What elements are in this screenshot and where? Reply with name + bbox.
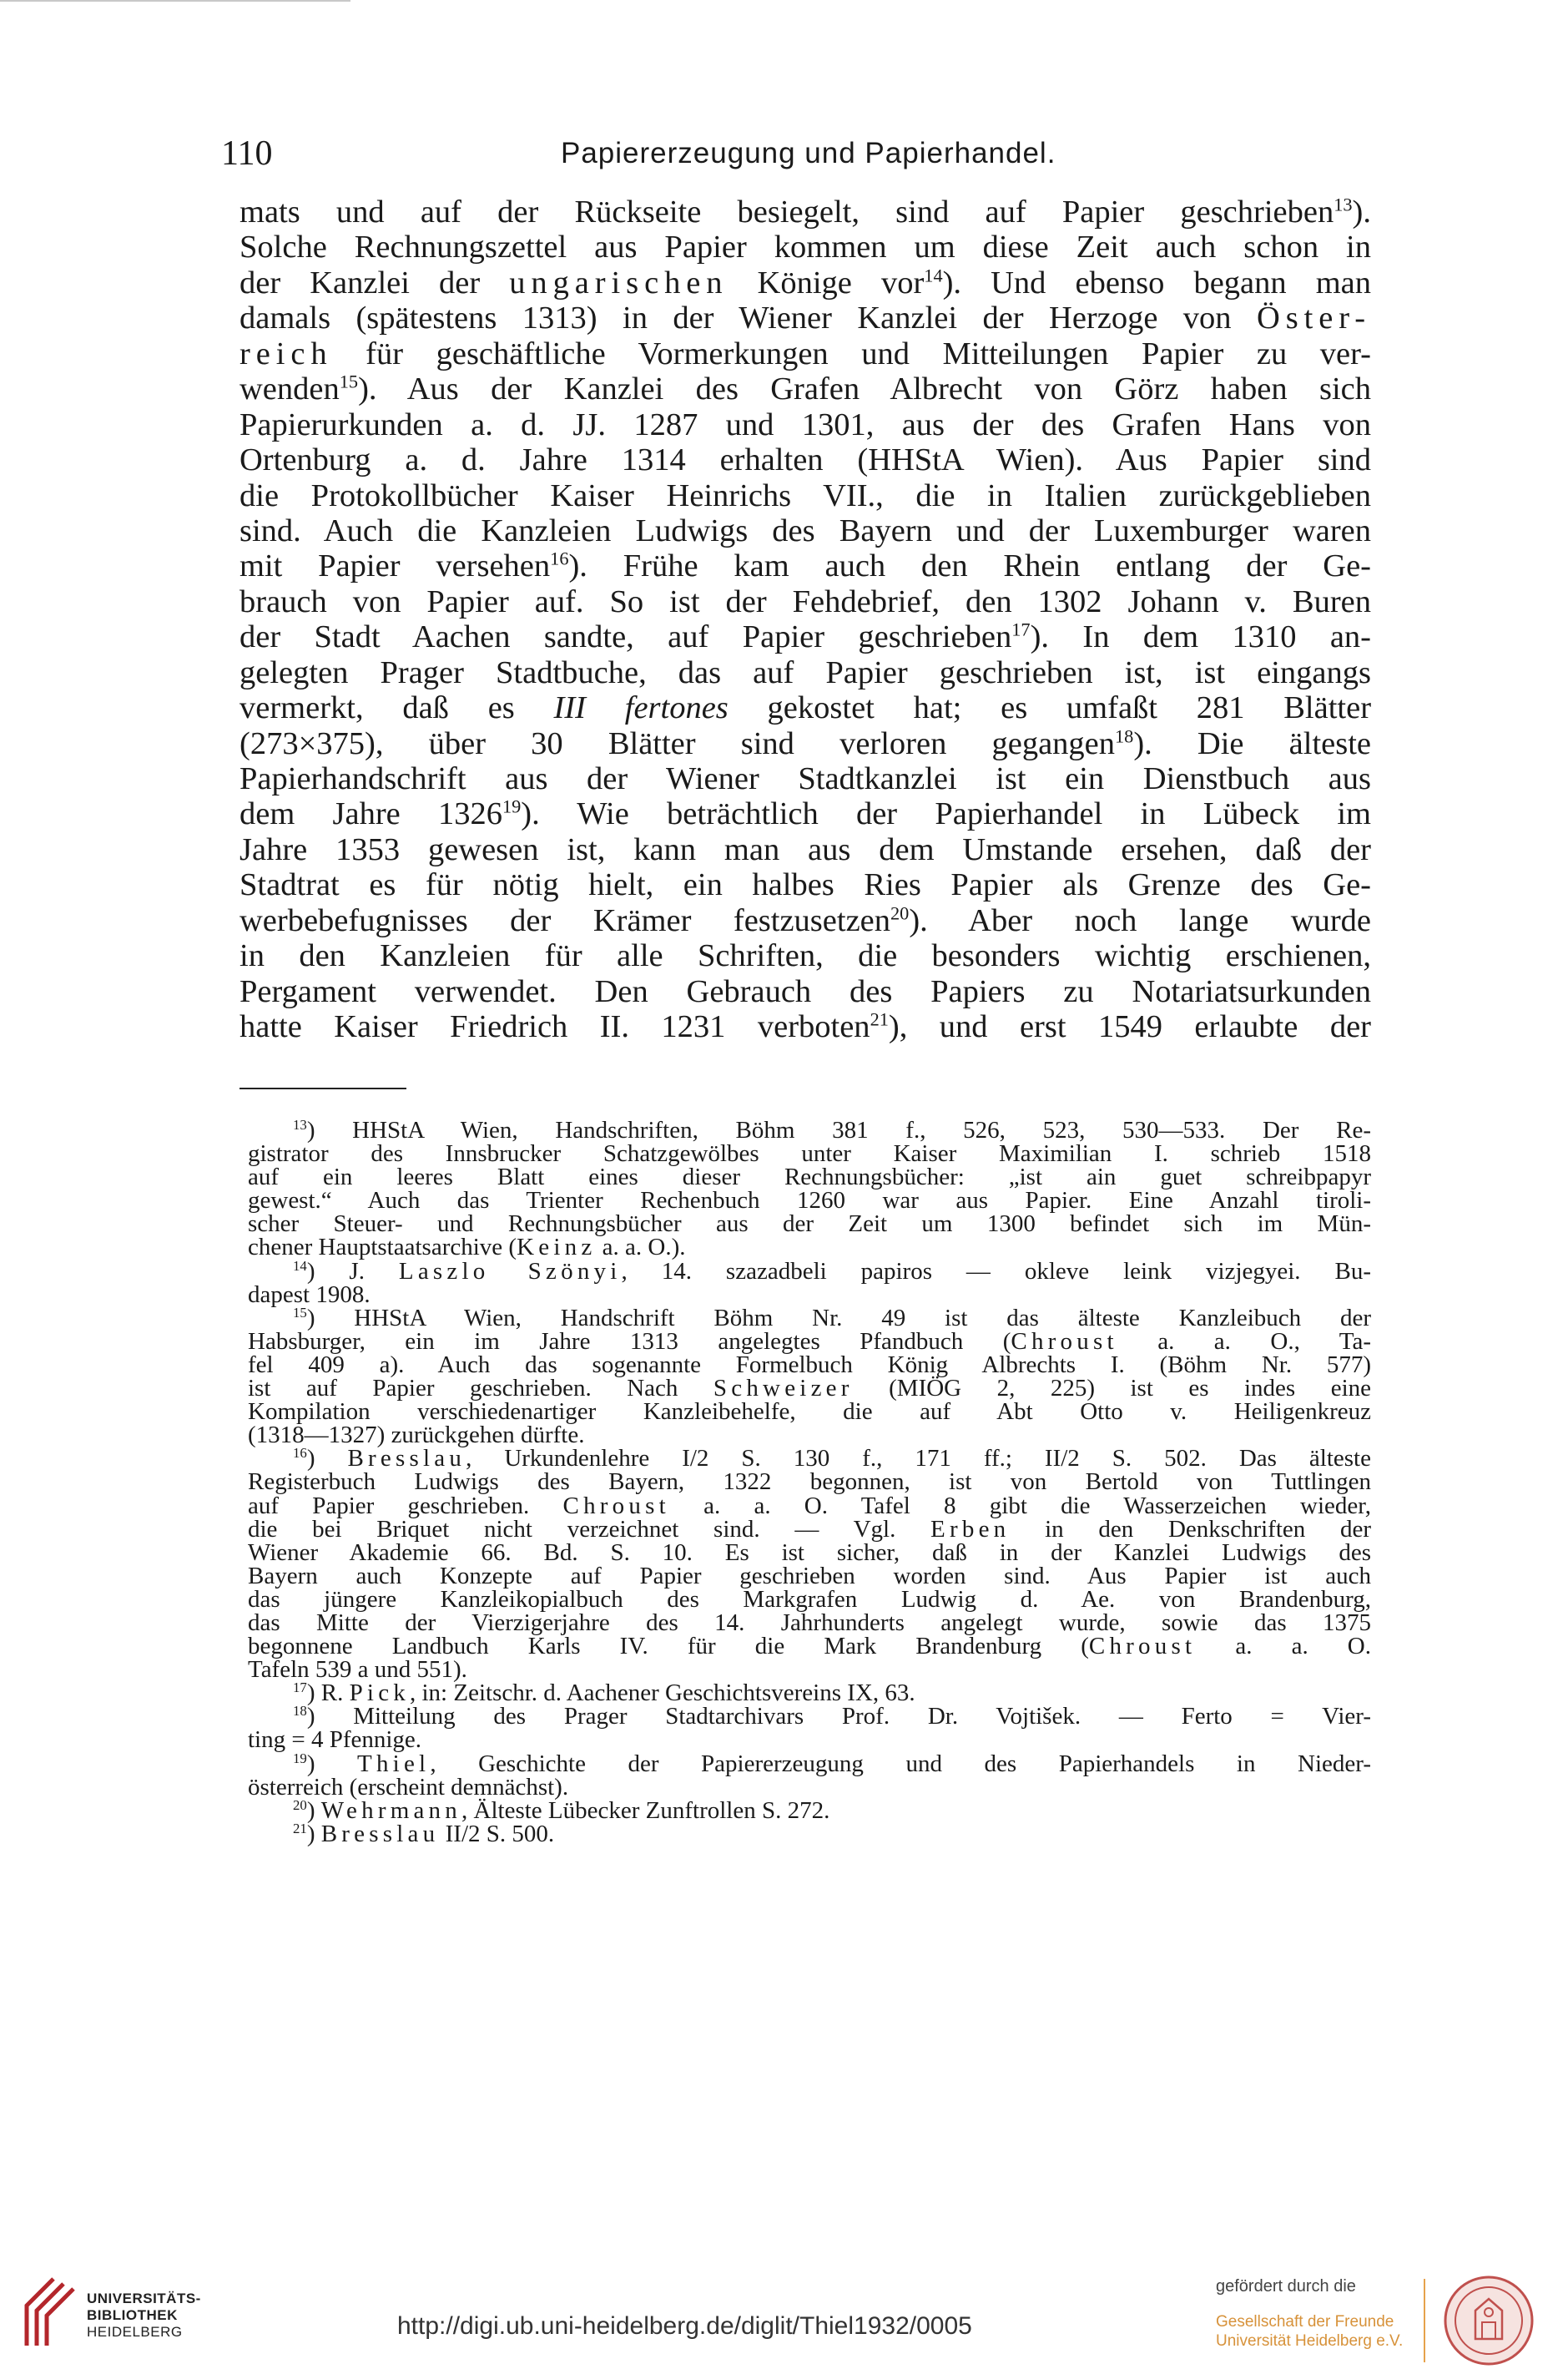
body-line [239,867,1371,902]
text-run: , Älteste Lübecker Zunftrollen S. 272. [461,1796,830,1824]
footnote-ref: 13 [293,1116,307,1133]
footnote-line [248,1280,1371,1308]
text-run: Pergament verwendet. Den Gebrauch des Papiers zu Notariatsurkunden [239,973,1371,1009]
footnote-ref: 17 [293,1679,307,1696]
text-run: das Mitte der Vierzigerjahre des 14. Jahrhunderts angelegt wurde, sowie das 1375 [248,1609,1371,1636]
text-run: werbebefugnisses der Krämer festzusetzen [239,902,890,938]
spaced-name: Chroust [1088,1633,1197,1660]
footnote-line [248,1515,1372,1543]
spaced-name: Öster- [1256,301,1371,336]
text-run: , Geschichte der Papiererzeugung und des Papierhandels in Nieder- [430,1750,1371,1777]
footnote-line [248,1468,1371,1496]
text-run: ) [306,1750,358,1777]
text-run: Papierhandschrift aus der Wiener Stadtkanzlei ist ein Dienstbuch aus [239,761,1371,796]
text-run: die bei Briquet nicht verzeichnet sind. — Vgl. [248,1515,931,1543]
spaced-name: Laszlo Szönyi [398,1257,622,1285]
footer [0,2262,1568,2374]
text-run: hatte Kaiser Friedrich II. 1231 verboten [239,1009,870,1045]
library-logo-icon [20,2272,80,2352]
text-run: ) Mitteilung des Prager Stadtarchivars Prof. Dr. Vojtišek. — Ferto = Vier- [306,1703,1371,1730]
text-run: ). In dem 1310 an- [1030,619,1371,655]
text-run: Könige vor [728,265,925,301]
text-run: Solche Rechnungszettel aus Papier kommen um diese Zeit auch schon in [239,230,1371,265]
text-run: Papierurkunden a. d. JJ. 1287 und 1301, aus der des Grafen Hans von [239,407,1371,442]
text-run: ). Wie beträchtlich der Papierhandel in Lübeck im [521,796,1371,832]
footnote-line [248,1822,1371,1846]
footnote-line [248,1376,1371,1400]
body-line [239,548,1371,583]
spaced-name: Wehrmann [320,1796,462,1824]
text-run: der Stadt Aachen sandte, auf Papier geschrieben [239,619,1012,655]
body-line [239,371,1371,407]
text-run: wenden [239,371,340,407]
text-run: dapest 1908. [248,1280,371,1308]
text-run: fel 409 a). Auch das sogenannte Formelbuch König Albrechts I. (Böhm Nr. 577) [248,1351,1371,1378]
text-run: Jahre 1353 gewesen ist, kann man aus dem Umstande ersehen, daß der [239,831,1371,867]
text-run: dem Jahre 1326 [239,796,502,832]
footnote-ref: 18 [293,1703,307,1720]
footnote-ref: 14 [293,1257,307,1274]
text-run: a. a. O.). [596,1234,686,1261]
footnote-line [248,1726,1371,1754]
text-run: gistrator des Innsbrucker Schatzgewölbes unter Kaiser Maximilian I. schrieb 1518 [248,1140,1371,1168]
spaced-name: Chroust [562,1492,670,1519]
spaced-name: Bresslau [347,1445,466,1472]
footnote-line [248,1564,1371,1588]
footnote-ref: 13 [1334,194,1353,215]
page-number: 110 [221,134,273,173]
text-run: ). Und ebenso begann man [942,265,1371,301]
text-run: Kompilation verschiedenartiger Kanzleibehelfe, die auf Abt Otto v. Heiligenkreuz [248,1398,1371,1426]
footnote-ref: 16 [550,548,569,569]
text-run: für geschäftliche Vormerkungen und Mitteilungen Papier zu ver- [332,336,1371,371]
text-run: ) [306,1445,348,1472]
body-line [239,690,1371,725]
italic-text: III fertones [553,690,729,726]
text-run: Wiener Akademie 66. Bd. S. 10. Es ist sicher, daß in der Kanzlei Ludwigs des [248,1538,1371,1566]
text-run: ) R. [306,1679,350,1707]
text-run: österreich (erscheint demnächst). [248,1773,569,1801]
footnote-line [248,1116,1371,1144]
footnote-ref: 17 [1011,619,1031,640]
permalink-url[interactable]: http://digi.ub.uni-heidelberg.de/diglit/Thiel1932/0005 [397,2312,972,2340]
body-line [239,832,1371,867]
text-run: (1318—1327) zurückgehen dürfte. [248,1422,585,1449]
text-run: auf ein leeres Blatt eines dieser Rechnungsbücher: „ist ain guet schreibpapyr [248,1164,1371,1191]
text-run: mats und auf der Rückseite besiegelt, sind auf Papier geschrieben [239,194,1334,230]
text-run: II/2 S. 500. [439,1820,555,1847]
text-run: sind. Auch die Kanzleien Ludwigs des Bayern und der Luxemburger waren [239,513,1371,548]
text-run: (273×375), über 30 Blätter sind verloren gegangen [239,725,1115,761]
spaced-name: Pick [349,1679,410,1707]
text-run: gekostet hat; es umfaßt 281 Blätter [728,690,1372,726]
footnote-line [248,1705,1371,1728]
text-run: gelegten Prager Stadtbuche, das auf Papier geschrieben ist, ist eingangs [239,654,1371,690]
university-seal-icon [1442,2274,1535,2367]
body-line [239,407,1371,442]
footnote-ref: 16 [293,1445,307,1462]
text-run: mit Papier versehen [239,548,551,584]
footnote-ref: 20 [890,902,910,924]
spaced-name: ungarischen [509,265,729,301]
sponsor-label: gefördert durch die [1216,2277,1356,2296]
library-name [87,2291,201,2341]
body-line [239,903,1371,938]
text-run: chener Hauptstaatsarchive ( [248,1234,517,1261]
body-text [239,194,1371,1045]
footnote-ref: 21 [870,1008,889,1030]
footnote-line [248,1235,1371,1259]
text-run: a. a. O., Ta- [1117,1327,1371,1355]
body-line [239,265,1371,301]
library-line1: UNIVERSITÄTS- [87,2291,201,2306]
footnote-line [248,1306,1371,1330]
footnote-ref: 18 [1115,725,1134,747]
text-run: a. a. O. Tafel 8 gibt die Wasserzeichen wieder, [669,1492,1371,1519]
text-run: in den Kanzleien für alle Schriften, die besonders wichtig erschienen, [239,938,1371,974]
running-head: Papiererzeugung und Papierhandel. [561,137,1056,169]
footnote-line [248,1585,1371,1613]
text-run: Ortenburg a. d. Jahre 1314 erhalten (HHStA Wien). Aus Papier sind [239,442,1371,478]
sponsor-line2: Universität Heidelberg e.V. [1216,2332,1404,2350]
text-run: in den Denkschriften der [1010,1515,1372,1543]
text-run: , Urkundenlehre I/2 S. 130 f., 171 ff.; II/2 S. 502. Das älteste [466,1445,1371,1472]
sponsor-name [1216,2312,1403,2351]
footnote-line [248,1634,1371,1658]
text-run: ), und erst 1549 erlaubte der [888,1009,1371,1045]
text-run: ist auf Papier geschrieben. Nach [248,1375,713,1402]
text-run: ) [306,1820,321,1847]
text-run: , 14. szazadbeli papiros — okleve leink vizjegyei. Bu- [621,1257,1371,1285]
spaced-name: reich [239,336,333,371]
footnote-ref: 19 [502,796,522,818]
body-line [239,230,1371,265]
text-run: ) HHStA Wien, Handschrift Böhm Nr. 49 ist das älteste Kanzleibuch der [306,1304,1371,1331]
footnote-line [248,1353,1371,1376]
footnote-ref: 20 [293,1796,307,1813]
footnote-ref: 21 [293,1820,307,1836]
body-line [239,194,1371,230]
body-line [239,796,1371,831]
body-line [239,619,1371,654]
text-run: Stadtrat es für nötig hielt, ein halbes Ries Papier als Grenze des Ge- [239,867,1371,903]
text-run: Bayern auch Konzepte auf Papier geschrieben worden sind. Aus Papier ist auch [248,1562,1371,1589]
footnote-line [248,1187,1371,1215]
spaced-name: Chroust [1011,1327,1118,1355]
spaced-name: Keinz [517,1234,597,1261]
spaced-name: Thiel [357,1750,431,1777]
text-run: brauch von Papier auf. So ist der Fehdebrief, den 1302 Johann v. Buren [239,583,1371,619]
text-run: ). Frühe kam auch den Rhein entlang der Ge- [568,548,1371,584]
footnote-ref: 19 [293,1750,307,1766]
text-run: auf Papier geschrieben. [248,1492,563,1519]
footnote-line [248,1752,1371,1775]
footnote-line [248,1447,1371,1470]
footnote-line [248,1796,1371,1824]
text-run: ) [306,1796,321,1824]
body-line [239,301,1371,336]
text-run: ting = 4 Pfennige. [248,1726,422,1754]
text-run: ). [1352,194,1371,230]
footnote-line [248,1327,1371,1355]
footnote-line [248,1775,1371,1799]
footnote-line [248,1398,1371,1426]
footnote-line [248,1140,1371,1168]
body-line [239,655,1371,690]
footnotes [248,1116,1372,1847]
body-line [239,478,1371,513]
text-run: scher Steuer- und Rechnungsbücher aus der Zeit um 1300 befindet sich im Mün- [248,1210,1371,1238]
library-line3: HEIDELBERG [87,2324,183,2340]
footnote-ref: 15 [293,1304,307,1321]
text-run: (MIÖG 2, 225) ist es indes eine [853,1375,1372,1402]
spaced-name: Erben [930,1515,1011,1543]
text-run: Tafeln 539 a und 551). [248,1656,467,1684]
body-line [239,1009,1371,1044]
footnote-line [248,1210,1371,1238]
text-run: Registerbuch Ludwigs des Bayern, 1322 begonnen, ist von Bertold von Tuttlingen [248,1468,1371,1496]
text-run: vermerkt, daß es [239,690,554,726]
footnote-line [248,1611,1371,1634]
footnote-line [248,1494,1371,1518]
footnote-ref: 14 [924,265,943,286]
text-run: , in: Zeitschr. d. Aachener Geschichtsvereins IX, 63. [410,1679,915,1707]
text-run: ). Aus der Kanzlei des Grafen Albrecht von Görz haben sich [358,371,1371,407]
text-run: begonnene Landbuch Karls IV. für die Mark Brandenburg ( [248,1633,1089,1660]
footnote-line [248,1423,1371,1447]
footnote-line [248,1165,1371,1189]
sponsor-line1: Gesellschaft der Freunde [1216,2313,1394,2331]
text-run: gewest.“ Auch das Trienter Rechenbuch 1260 war aus Papier. Eine Anzahl tiroli- [248,1187,1371,1215]
footer-divider [1424,2279,1425,2362]
spaced-name: Bresslau [320,1820,440,1847]
text-run: das jüngere Kanzleikopialbuch des Markgrafen Ludwig d. Ae. von Brandenburg, [248,1585,1371,1613]
text-run: ). Aber noch lange wurde [909,902,1371,938]
spaced-name: Schweizer [713,1375,854,1402]
body-line [239,761,1371,796]
body-line [239,726,1371,761]
text-run: ) HHStA Wien, Handschriften, Böhm 381 f., 526, 523, 530—533. Der Re- [306,1117,1371,1144]
text-run: damals (spätestens 1313) in der Wiener Kanzlei der Herzoge von [239,301,1257,336]
scan-edge-line [0,0,350,2]
text-run: ). Die älteste [1133,725,1371,761]
text-run: die Protokollbücher Kaiser Heinrichs VII., die in Italien zurückgeblieben [239,477,1371,513]
text-run: der Kanzlei der [239,265,510,301]
body-line [239,442,1371,477]
body-line [239,513,1371,548]
footnote-ref: 15 [339,371,359,392]
text-run: Habsburger, ein im Jahre 1313 angelegtes Pfandbuch ( [248,1327,1011,1355]
footnote-line [248,1257,1371,1285]
footnote-line [248,1681,1371,1705]
text-run: ) J. [306,1257,399,1285]
footnote-rule [239,1088,406,1089]
body-line [239,974,1371,1009]
footnote-line [248,1538,1371,1566]
footnote-line [248,1656,1371,1684]
body-line [239,584,1371,619]
body-line [239,938,1371,973]
text-run: a. a. O. [1196,1633,1371,1660]
library-line2: BIBLIOTHEK [87,2307,178,2323]
body-line [239,336,1371,371]
